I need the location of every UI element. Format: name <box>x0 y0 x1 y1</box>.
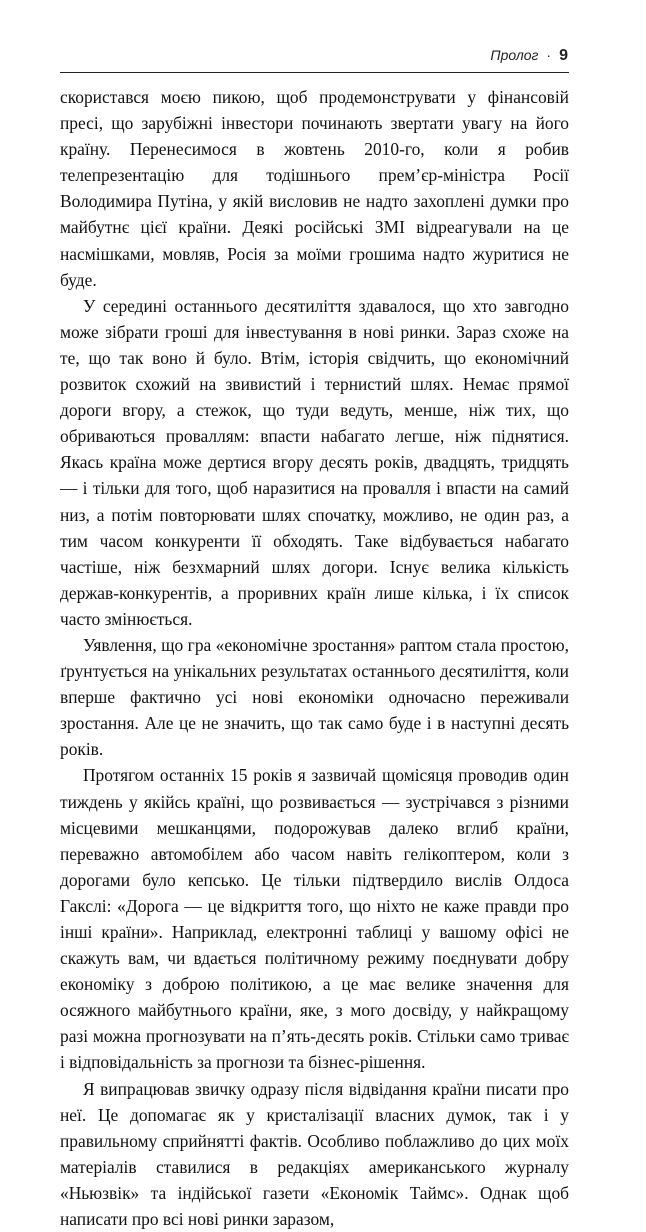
paragraph-2: У середині останнього десятиліття здавалося, що хто завгодно може зібрати гроші для інвестування в нові ринки. Зараз схоже на те, що так воно й було. Втім, історія свідчить, що економічний розвиток схожий на звивистий і тернистий шлях. Немає прямої дороги вгору, а стежок, що туди ведуть, менше, ніж тих, що обриваються проваллям: впасти набагато легше, ніж піднятися. Якась країна може дертися вгору десять років, двадцять, тридцять — і тільки для того, щоб наразитися на провалля і впасти на самий низ, а потім повторювати шлях спочатку, можливо, не один раз, а тим часом конкуренти її обходять. Таке відбувається набагато частіше, ніж безхмарний шлях догори. Існує велика кількість держав-конкурентів, а проривних країн лише кілька, і їх список часто змінюється. <box>60 295 569 629</box>
page-number: 9 <box>559 47 568 64</box>
paragraph-4: Протягом останніх 15 років я зазвичай щомісяця проводив один тиждень у якійсь країні, що розвивається — зустрічався з різними місцевими мешканцями, подорожував далеко вглиб країни, переважно автомобілем або часом навіть гелікоптером, коли з дорогами було кепсько. Це тільки підтвердило вислів Олдоса Гакслі: «Дорога — це відкриття того, що ніхто не каже правди про інші країни». Наприклад, електронні таблиці у вашому офісі не скажуть вам, чи вдається політичному режиму поєднувати добру економіку з доброю політикою, а це має велике значення для осяжного майбутнього країни, яке, з мого досвіду, у найкращому разі можна прогнозувати на п’ять-десять років. Стільки само триває і відповідальність за прогнози та бізнес-рішення. <box>60 765 569 1073</box>
paragraph-1: скористався моєю пикою, щоб продемонструвати у фінансовій пресі, що зарубіжні інвестори починають звертати увагу на його країну. Перенесимося в жовтень 2010-го, коли я робив телепрезентацію для тодішнього прем’єр-міністра Росії Володимира Путіна, у якій висловив не надто захоплені думки про майбутнє цієї країни. Деякі російські ЗМІ відреагували на це насмішками, мовляв, Росія за моїми грошима надто журитися не буде. <box>60 87 569 290</box>
body-text <box>60 84 569 1232</box>
running-head <box>490 47 568 65</box>
running-head-separator: · <box>546 47 552 63</box>
paragraph-3: Уявлення, що гра «економічне зростання» раптом стала простою, ґрунтується на унікальних результатах останнього десятиліття, коли вперше фактично усі нові економіки одночасно переживали зростання. Але це не значить, що так само буде і в наступні десять років. <box>60 634 569 760</box>
paragraph-5: Я випрацював звичку одразу після відвідання країни писати про неї. Це допомагає як у кристалізації власних думок, так і у правильному сприйнятті фактів. Особливо поблажливо до цих моїх матеріалів ставилися в редакціях американського журналу «Ньюзвік» та індійської газети «Економік Таймс». Однак щоб написати про всі нові ринки заразом, <box>60 1078 569 1230</box>
header-rule <box>60 72 569 73</box>
running-head-title: Пролог <box>490 47 539 63</box>
